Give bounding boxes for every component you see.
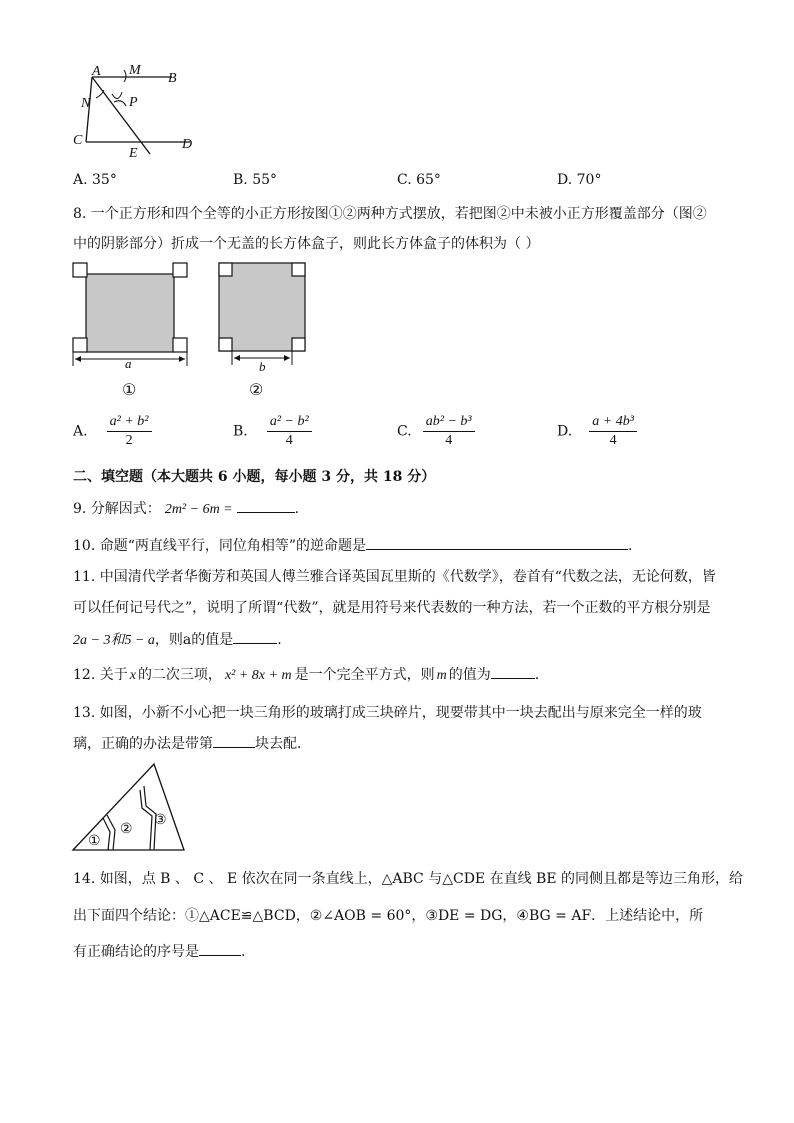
q9: 9. 分解因式： 2m² − 6m = . xyxy=(73,501,300,517)
arc-m xyxy=(124,70,126,82)
q10-answer-blank[interactable] xyxy=(366,549,628,550)
q8-figure-2 xyxy=(216,262,310,372)
q7-label-p: P xyxy=(129,95,138,110)
q8-option-d: D. $\frac{\text{a + 4b³}}{4}$ xyxy=(557,414,637,449)
q7-option-c: C. 65° xyxy=(397,172,441,188)
q13-piece-3: ③ xyxy=(154,812,167,828)
q11-line2: 可以任何记号代之”，说明了所谓“代数”，就是用符号来代表数的一种方法，若一个正数的平方根分别是 xyxy=(73,600,711,616)
small-square2-br xyxy=(292,338,305,351)
q7-label-n: N xyxy=(81,96,91,111)
q8-option-b: B. $\frac{\text{a² − b²}}{4}$ xyxy=(233,414,312,449)
q7-label-b: B xyxy=(168,71,177,86)
q13-piece-2: ② xyxy=(120,821,133,837)
q13-answer-blank[interactable] xyxy=(213,747,255,748)
small-square2-tr xyxy=(292,263,305,276)
small-square2-bl xyxy=(219,338,232,351)
q14-answer-blank[interactable] xyxy=(199,955,241,956)
q14-line3: 有正确结论的序号是 . xyxy=(73,944,246,960)
arc-p2 xyxy=(112,92,122,99)
q8-dim-a: a xyxy=(125,356,132,371)
q7-option-b: B. 55° xyxy=(233,172,278,188)
q14-line2: 出下面四个结论：①△ACE≌△BCD，②∠AOB = 60°，③DE = DG，④BG = AF．上述结论中，所 xyxy=(73,908,704,924)
crack-1 xyxy=(103,818,110,850)
q13-line2: 璃，正确的办法是带第 块去配． xyxy=(73,736,311,752)
q7-label-d: D xyxy=(182,137,193,152)
big-square-1 xyxy=(86,274,174,352)
q7-option-d: D. 70° xyxy=(557,172,602,188)
q7-label-c: C xyxy=(73,133,83,148)
q14-line1: 14. 如图，点 B 、 C 、 E 依次在同一条直线上，△ABC 与△CDE 在直线 BE 的同侧且都是等边三角形，给 xyxy=(73,871,744,887)
q13-piece-1: ① xyxy=(88,833,101,849)
q7-label-e: E xyxy=(129,146,138,161)
q9-answer-blank[interactable] xyxy=(237,512,295,513)
q11-answer-blank[interactable] xyxy=(233,643,277,644)
q11-line3: 2a − 3和5 − a，则a的值是 . xyxy=(73,632,282,648)
small-square-bl xyxy=(73,338,87,352)
small-square-br xyxy=(173,338,187,352)
q8-dim-b: b xyxy=(259,359,266,374)
small-square-tr xyxy=(173,263,187,277)
q8-line2: 中的阴影部分）折成一个无盖的长方体盒子，则此长方体盒子的体积为（ ） xyxy=(73,236,540,252)
small-square-tl xyxy=(73,263,87,277)
q7-label-m: M xyxy=(129,63,141,78)
q11-line1: 11. 中国清代学者华衡芳和英国人傅兰雅合译英国瓦里斯的《代数学》，卷首有“代数之法，无论何数，皆 xyxy=(73,569,716,585)
q13-line1: 13. 如图，小新不小心把一块三角形的玻璃打成三块碎片，现要带其中一块去配出与原来完全一样的玻 xyxy=(73,705,702,721)
q7-option-a: A. 35° xyxy=(73,172,117,188)
section-title: 二、填空题（本大题共 6 小题，每小题 3 分，共 18 分） xyxy=(73,469,436,485)
q8-line1: 8. 一个正方形和四个全等的小正方形按图①②两种方式摆放，若把图②中未被小正方形覆盖部分（图② xyxy=(73,206,707,222)
q10: 10. 命题“两直线平行，同位角相等”的逆命题是 . xyxy=(73,538,633,554)
small-square2-tl xyxy=(219,263,232,276)
crack-2b xyxy=(140,790,152,850)
q12-answer-blank[interactable] xyxy=(491,678,535,679)
q8-option-c: C. $\frac{\text{ab² − b³}}{4}$ xyxy=(397,414,475,449)
q8-caption-1: ① xyxy=(122,380,137,399)
arc-p1 xyxy=(114,101,126,106)
q7-label-a: A xyxy=(92,64,101,79)
q8-caption-2: ② xyxy=(249,380,264,399)
q8-option-a: A. $\frac{\text{a² + b²}}{2}$ xyxy=(73,414,152,449)
q12: 12. 关于 x 的二次三项， x² + 8x + m 是一个完全平方式，则 m 的值为 . xyxy=(73,667,540,683)
